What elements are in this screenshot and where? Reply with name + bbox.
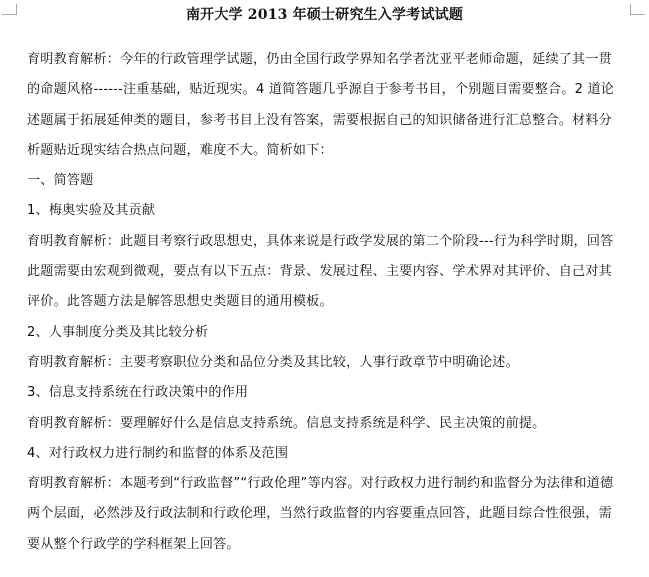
document-body [27,45,617,560]
question-3-analysis: 育明教育解析：要理解好什么是信息支持系统。信息支持系统是科学、民主决策的前提。 [27,415,546,431]
section-heading-short-answer: 一、简答题 [27,173,94,189]
question-3-heading: 3、信息支持系统在行政决策中的作用 [27,385,249,401]
question-4-analysis: 育明教育解析：本题考到“行政监督”“行政伦理”等内容。对行政权力进行制约和监督分为法律和道德两个层面，必然涉及行政法制和行政伦理，当然行政监督的内容要重点回答，此题目综合性很强，需要从整个行政学的学科框架上回答。 [27,476,614,552]
question-4-heading: 4、对行政权力进行制约和监督的体系及范围 [27,445,289,461]
question-1-heading: 1、梅奥实验及其贡献 [27,203,156,219]
intro-analysis-paragraph: 育明教育解析：今年的行政管理学试题，仍由全国行政学界知名学者沈亚平老师命题，延续了其一贯的命题风格------注重基础，贴近现实。4 道简答题几乎源自于参考书目，个别题目需要整合。2 道论述题属于拓展延伸类的题目，参考书目上没有答案，需要根据自己的知识储备进行汇总整合。材料分析题贴近现实结合热点问题，难度不大。简析如下： [27,52,615,158]
question-2-heading: 2、人事制度分类及其比较分析 [27,324,209,340]
question-1-analysis: 育明教育解析：此题目考察行政思想史，具体来说是行政学发展的第二个阶段---行为科学时期，回答此题需要由宏观到微观，要点有以下五点：背景、发展过程、主要内容、学术界对其评价、自己对其评价。此答题方法是解答思想史类题目的通用模板。 [27,233,614,310]
question-2-analysis: 育明教育解析：主要考察职位分类和品位分类及其比较，人事行政章节中明确论述。 [27,354,519,370]
document-title: 南开大学 2013 年硕士研究生入学考试试题 [185,7,464,23]
